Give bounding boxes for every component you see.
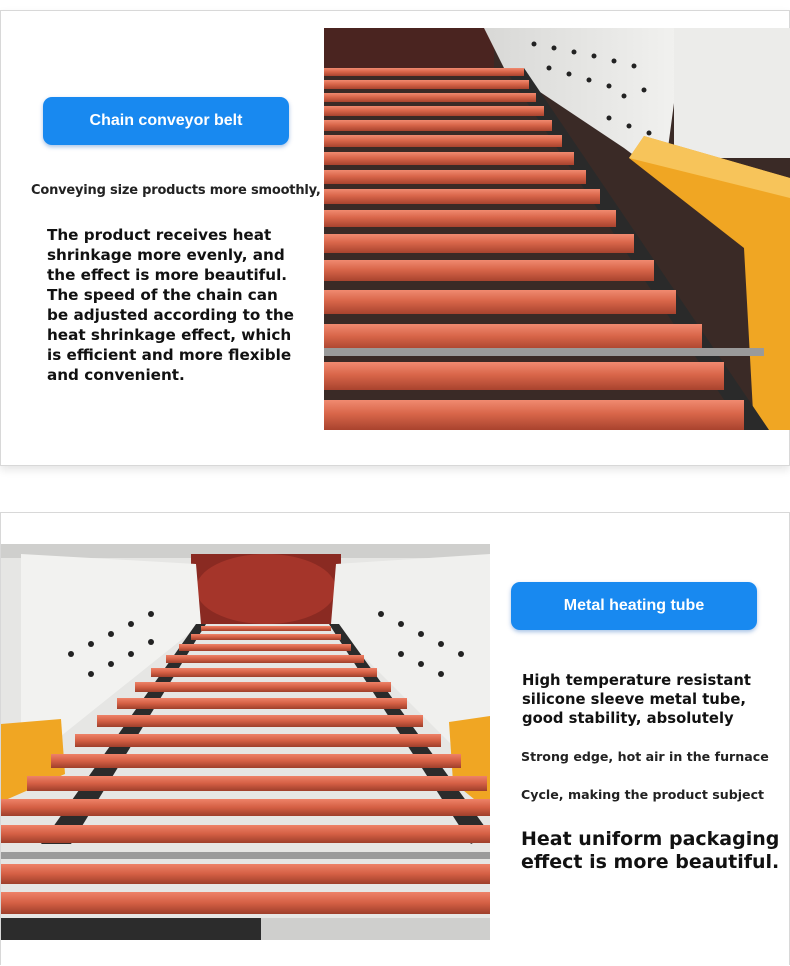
metal-heating-line-b: Cycle, making the product subject xyxy=(521,787,765,802)
chain-conveyor-subtitle: Conveying size products more smoothly, xyxy=(31,183,321,198)
chain-conveyor-panel xyxy=(0,10,790,466)
metal-heating-panel xyxy=(0,512,790,965)
metal-heating-photo xyxy=(1,544,490,940)
metal-heating-line-a: Strong edge, hot air in the furnace xyxy=(521,749,769,764)
metal-heating-badge: Metal heating tube xyxy=(511,582,757,630)
chain-conveyor-photo xyxy=(324,28,790,430)
metal-heating-highlight: Heat uniform packaging effect is more beautiful. xyxy=(521,828,780,873)
chain-conveyor-badge: Chain conveyor belt xyxy=(43,97,289,145)
metal-heating-description: High temperature resistant silicone sleeve metal tube, good stability, absolutely xyxy=(522,672,751,727)
chain-conveyor-description: The product receives heat shrinkage more evenly, and the effect is more beautiful. The speed of the chain can be adjusted according to the heat shrinkage effect, which is efficient and more flexible and convenient. xyxy=(47,226,294,384)
